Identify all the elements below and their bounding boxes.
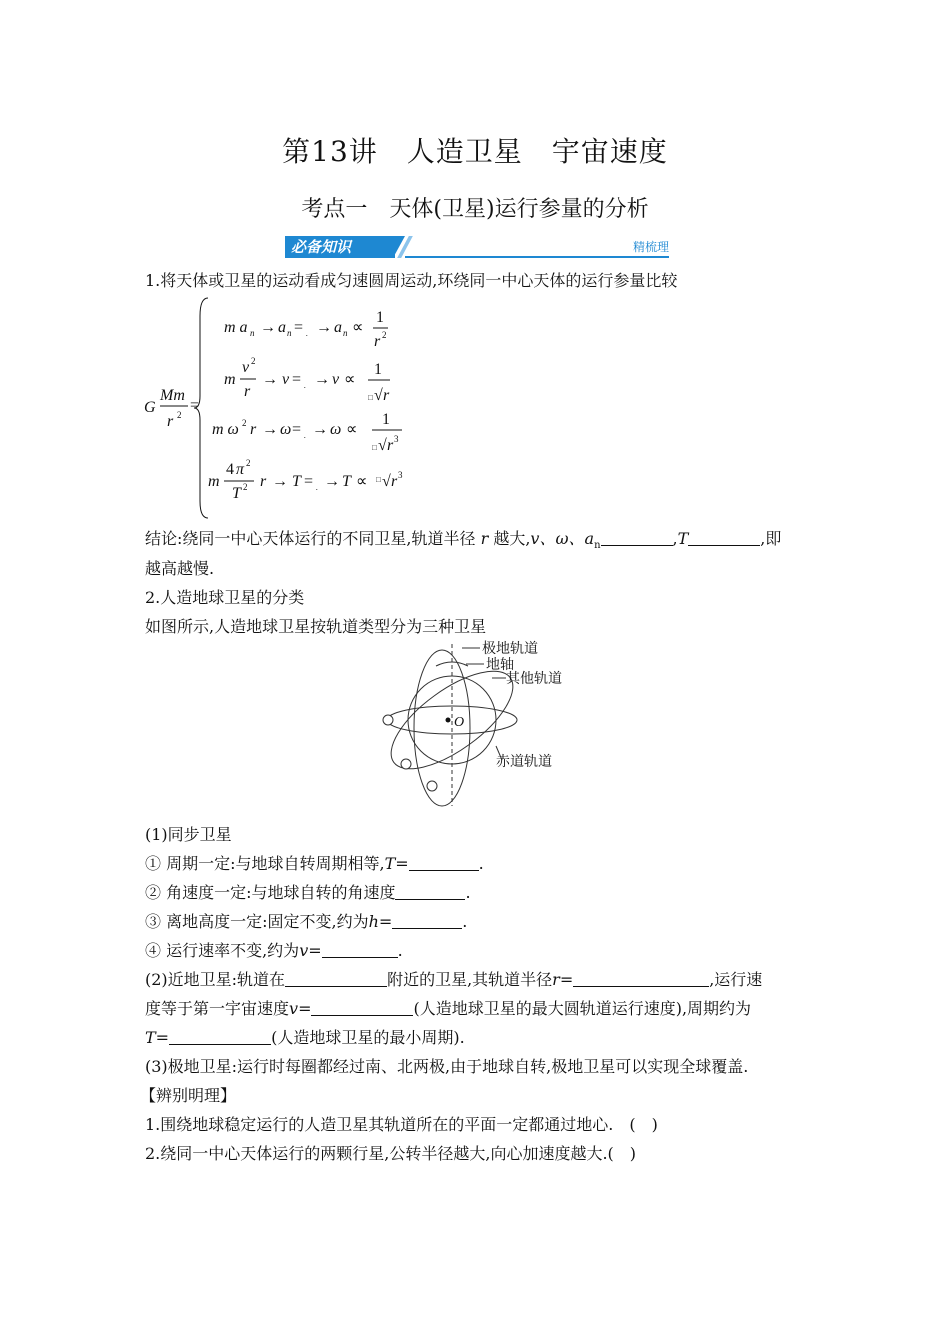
label-other-orbit: 其他轨道 — [506, 670, 562, 686]
formula-mm: Mm — [160, 387, 185, 404]
svg-text:v: v — [282, 371, 290, 388]
sync-line-1: ① 周期一定:与地球自转周期相等,T= . — [145, 854, 484, 873]
sync-line-2: ② 角速度一定:与地球自转的角速度 . — [145, 883, 471, 902]
section-title: 考点一 天体(卫星)运行参量的分析 — [301, 197, 649, 222]
svg-text:T: T — [292, 473, 301, 490]
svg-text:√: √ — [382, 473, 391, 490]
svg-text:→: → — [262, 371, 278, 388]
svg-text:a: a — [334, 319, 342, 336]
svg-text:n: n — [287, 328, 292, 338]
svg-text:T: T — [342, 473, 351, 490]
answer-blank[interactable] — [169, 1030, 271, 1045]
paragraph-2: 2.人造地球卫星的分类 — [145, 588, 305, 607]
svg-text:2: 2 — [246, 458, 251, 468]
formula-lhs — [144, 387, 199, 430]
svg-text:=: = — [292, 371, 302, 388]
svg-text:∝: ∝ — [346, 421, 358, 438]
conclusion-line-1: 结论:绕同一中心天体运行的不同卫星,轨道半径 r 越大,v、ω、$a_n$ ,T ,即 — [145, 529, 782, 552]
svg-text:a: a — [278, 319, 286, 336]
near-line-1: (2)近地卫星:轨道在 附近的卫星,其轨道半径r= ,运行速 — [145, 970, 763, 989]
label-polar-orbit: 极地轨道 — [482, 640, 538, 656]
svg-text:m a: m a — [224, 319, 248, 336]
svg-text:→: → — [316, 319, 332, 336]
near-line-2: 度等于第一宇宙速度v= (人造地球卫星的最大圆轨道运行速度),周期约为 — [145, 999, 752, 1018]
center-dot — [446, 718, 451, 723]
svg-text:=: = — [292, 421, 302, 438]
svg-text:.: . — [306, 329, 308, 338]
svg-text:r: r — [387, 437, 394, 454]
svg-text:m: m — [224, 371, 236, 388]
formula-eq: = — [190, 397, 200, 414]
svg-text:4: 4 — [226, 461, 234, 478]
satellite-orbit-diagram — [380, 636, 580, 812]
svg-text:√: √ — [378, 437, 387, 454]
formula-g: G — [144, 399, 156, 416]
svg-text:2: 2 — [243, 482, 248, 492]
sync-heading: (1)同步卫星 — [145, 825, 232, 844]
formula-r: r — [167, 413, 174, 430]
satellite-2 — [401, 759, 411, 769]
svg-text:.: . — [316, 483, 318, 492]
svg-text:=: = — [294, 319, 304, 336]
answer-blank[interactable] — [409, 856, 479, 871]
svg-text:∝: ∝ — [344, 371, 356, 388]
svg-text:□: □ — [368, 393, 373, 402]
svg-text:1: 1 — [374, 361, 382, 378]
answer-blank[interactable] — [285, 972, 387, 987]
formula-line-2 — [224, 356, 390, 404]
svg-text:1: 1 — [376, 309, 384, 326]
formula-line-1 — [224, 309, 388, 350]
svg-text:3: 3 — [394, 434, 399, 444]
svg-text:□: □ — [376, 475, 381, 484]
gravitation-formula — [140, 296, 440, 521]
svg-text:□: □ — [372, 443, 377, 452]
svg-text:m: m — [208, 473, 220, 490]
formula-exp: 2 — [177, 410, 182, 420]
svg-text:r: r — [374, 333, 381, 350]
section-banner — [285, 236, 669, 258]
answer-blank[interactable] — [311, 1001, 413, 1016]
svg-text:n: n — [343, 328, 348, 338]
sync-line-4: ④ 运行速率不变,约为v= . — [145, 941, 403, 960]
svg-text:→: → — [314, 371, 330, 388]
svg-text:.: . — [304, 431, 306, 440]
satellite-3 — [427, 781, 437, 791]
svg-text:v: v — [242, 359, 250, 376]
formula-brace — [194, 298, 208, 518]
svg-text:v: v — [332, 371, 340, 388]
paragraph-3: 如图所示,人造地球卫星按轨道类型分为三种卫星 — [145, 617, 487, 636]
svg-text:r: r — [260, 473, 267, 490]
formula-line-4 — [208, 458, 403, 502]
banner-label: 必备知识 — [285, 236, 395, 258]
near-line-3: T= (人造地球卫星的最小周期). — [145, 1028, 465, 1047]
svg-text:.: . — [304, 381, 306, 390]
answer-blank[interactable] — [573, 972, 709, 987]
answer-blank[interactable] — [392, 914, 462, 929]
answer-blank[interactable] — [688, 531, 760, 546]
svg-text:T: T — [232, 485, 241, 502]
label-center: O — [454, 715, 465, 730]
judge-heading: 【辨别明理】 — [140, 1086, 237, 1105]
svg-text:∝: ∝ — [352, 319, 364, 336]
svg-text:π: π — [236, 461, 245, 478]
sync-line-3: ③ 离地高度一定:固定不变,约为h= . — [145, 912, 468, 931]
svg-text:1: 1 — [382, 411, 390, 428]
svg-text:→: → — [324, 473, 340, 490]
svg-text:r: r — [244, 383, 251, 400]
svg-text:ω: ω — [280, 421, 292, 438]
svg-text:√: √ — [374, 387, 383, 404]
svg-text:2: 2 — [242, 418, 247, 428]
svg-text:→: → — [262, 421, 278, 438]
svg-text:→: → — [260, 319, 276, 336]
satellite-1 — [383, 715, 393, 725]
svg-text:r: r — [383, 387, 390, 404]
svg-text:=: = — [304, 473, 314, 490]
svg-text:→: → — [312, 421, 328, 438]
answer-blank[interactable] — [322, 943, 398, 958]
label-earth-axis: 地轴 — [486, 656, 514, 672]
svg-text:r: r — [391, 473, 398, 490]
svg-text:→: → — [272, 473, 288, 490]
conclusion-line-2: 越高越慢. — [145, 559, 215, 578]
label-equatorial-orbit: 赤道轨道 — [496, 753, 552, 769]
answer-blank[interactable] — [395, 885, 465, 900]
svg-text:n: n — [250, 328, 255, 338]
formula-line-3 — [212, 411, 402, 454]
page-title: 第13讲 人造卫星 宇宙速度 — [282, 135, 668, 168]
svg-text:m ω: m ω — [212, 421, 239, 438]
banner-underline — [405, 256, 669, 258]
svg-text:2: 2 — [382, 330, 387, 340]
svg-text:ω: ω — [330, 421, 342, 438]
paragraph-1: 1.将天体或卫星的运动看成匀速圆周运动,环绕同一中心天体的运行参量比较 — [145, 271, 678, 290]
question-1[interactable]: 1.围绕地球稳定运行的人造卫星其轨道所在的平面一定都通过地心. ( ) — [145, 1115, 658, 1134]
answer-blank[interactable] — [601, 531, 673, 546]
svg-text:2: 2 — [251, 356, 256, 366]
banner-right-label: 精梳理 — [632, 240, 669, 254]
svg-text:3: 3 — [398, 470, 403, 480]
svg-text:r: r — [250, 421, 257, 438]
svg-text:∝: ∝ — [356, 473, 368, 490]
polar-satellite-line: (3)极地卫星:运行时每圈都经过南、北两极,由于地球自转,极地卫星可以实现全球覆盖. — [145, 1057, 749, 1076]
question-2[interactable]: 2.绕同一中心天体运行的两颗行星,公转半径越大,向心加速度越大.( ) — [145, 1144, 637, 1163]
